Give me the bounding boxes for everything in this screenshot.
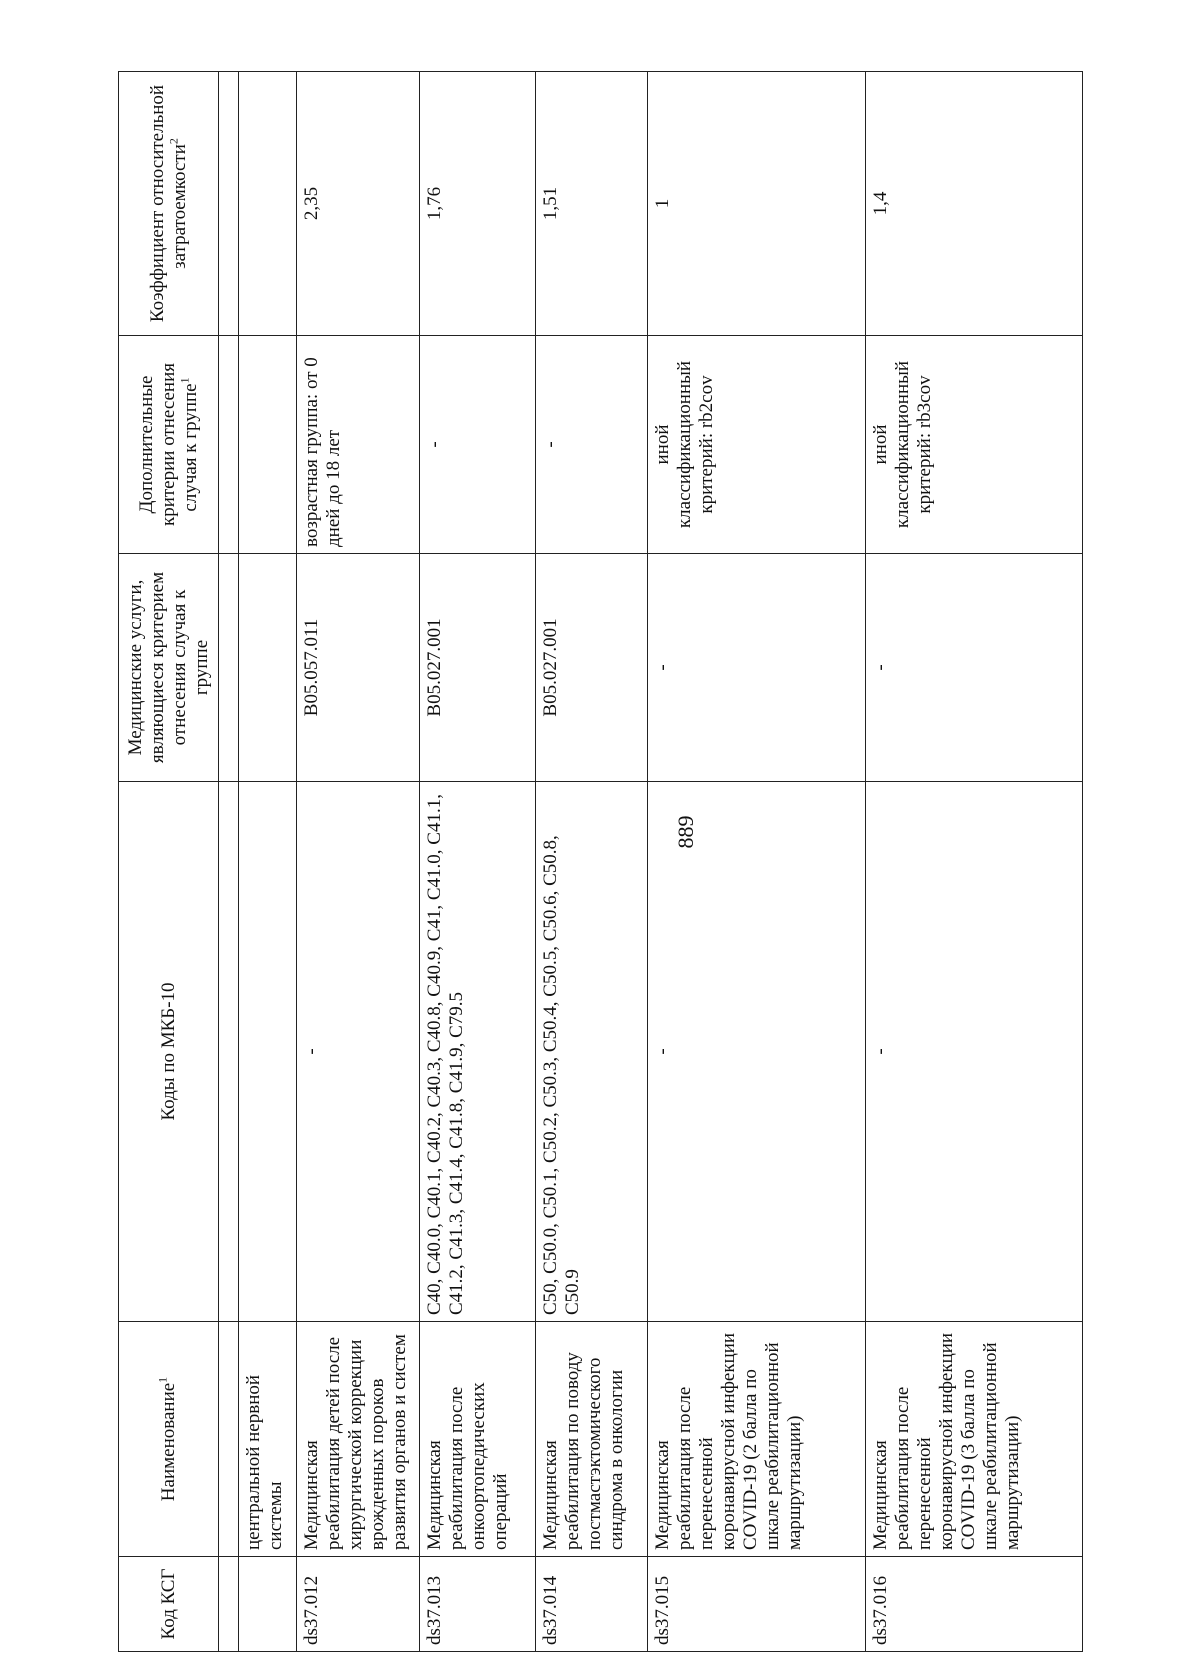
cell-code: ds37.014	[536, 1557, 648, 1652]
cell-coef: 1,51	[536, 72, 648, 336]
cell-services: -	[648, 554, 865, 782]
header-icd: Коды по МКБ-10	[119, 782, 219, 1322]
cell-coef: 1,76	[420, 72, 536, 336]
cell-icd: -	[297, 782, 420, 1322]
table-row	[239, 72, 297, 1652]
table-spacer-row	[219, 72, 239, 1652]
cell-icd: -	[865, 782, 1082, 1322]
cell-name: Медицинская реабилитация детей после хирургической коррекции врожденных пороков развития органов и систем	[297, 1322, 420, 1557]
table-header-row	[119, 72, 219, 1652]
cell-coef: 1	[648, 72, 865, 336]
header-coef: Коэффициент относительной затратоемкости$^2$	[119, 72, 219, 336]
cell-services: B05.027.001	[536, 554, 648, 782]
cell-name: Медицинская реабилитация после перенесенной коронавирусной инфекции COVID-19 (3 балла по шкале реабилитационной маршрутизации)	[865, 1322, 1082, 1557]
cell-coef	[239, 72, 297, 336]
cell-code: ds37.013	[420, 1557, 536, 1652]
ksg-table	[118, 71, 1083, 1652]
cell-code	[239, 1557, 297, 1652]
cell-criteria: иной классификационный критерий: rb2cov	[648, 336, 865, 554]
table-row	[420, 72, 536, 1652]
cell-icd: -	[648, 782, 865, 1322]
cell-criteria: иной классификационный критерий: rb3cov	[865, 336, 1082, 554]
cell-icd: C50, C50.0, C50.1, C50.2, C50.3, C50.4, C50.5, C50.6, C50.8, C50.9	[536, 782, 648, 1322]
cell-icd	[239, 782, 297, 1322]
cell-coef: 1,4	[865, 72, 1082, 336]
header-name: Наименование$^1$	[119, 1322, 219, 1557]
cell-criteria: -	[420, 336, 536, 554]
table-row	[297, 72, 420, 1652]
cell-code: ds37.015	[648, 1557, 865, 1652]
cell-name: центральной нервной системы	[239, 1322, 297, 1557]
header-code: Код КСГ	[119, 1557, 219, 1652]
cell-criteria: возрастная группа: от 0 дней до 18 лет	[297, 336, 420, 554]
cell-criteria	[239, 336, 297, 554]
cell-name: Медицинская реабилитация по поводу постмастэктомического синдрома в онкологии	[536, 1322, 648, 1557]
page-number: 889	[673, 815, 698, 849]
table-row	[536, 72, 648, 1652]
table-row	[865, 72, 1082, 1652]
cell-code: ds37.016	[865, 1557, 1082, 1652]
cell-name: Медицинская реабилитация после перенесенной коронавирусной инфекции COVID-19 (2 балла по шкале реабилитационной маршрутизации)	[648, 1322, 865, 1557]
table-row	[648, 72, 865, 1652]
cell-icd: C40, C40.0, C40.1, C40.2, C40.3, C40.8, C40.9, C41, C41.0, C41.1, C41.2, C41.3, C41.4, C41.8, C41.9, C79.5	[420, 782, 536, 1322]
header-criteria: Дополнительные критерии отнесения случая к группе$^1$	[119, 336, 219, 554]
cell-services	[239, 554, 297, 782]
cell-name: Медицинская реабилитация после онкоортопедических операций	[420, 1322, 536, 1557]
header-services: Медицинские услуги, являющиеся критерием отнесения случая к группе	[119, 554, 219, 782]
cell-code: ds37.012	[297, 1557, 420, 1652]
cell-services: B05.057.011	[297, 554, 420, 782]
cell-criteria: -	[536, 336, 648, 554]
cell-services: B05.027.001	[420, 554, 536, 782]
rotated-table-container	[118, 72, 1083, 1652]
cell-services: -	[865, 554, 1082, 782]
cell-coef: 2,35	[297, 72, 420, 336]
